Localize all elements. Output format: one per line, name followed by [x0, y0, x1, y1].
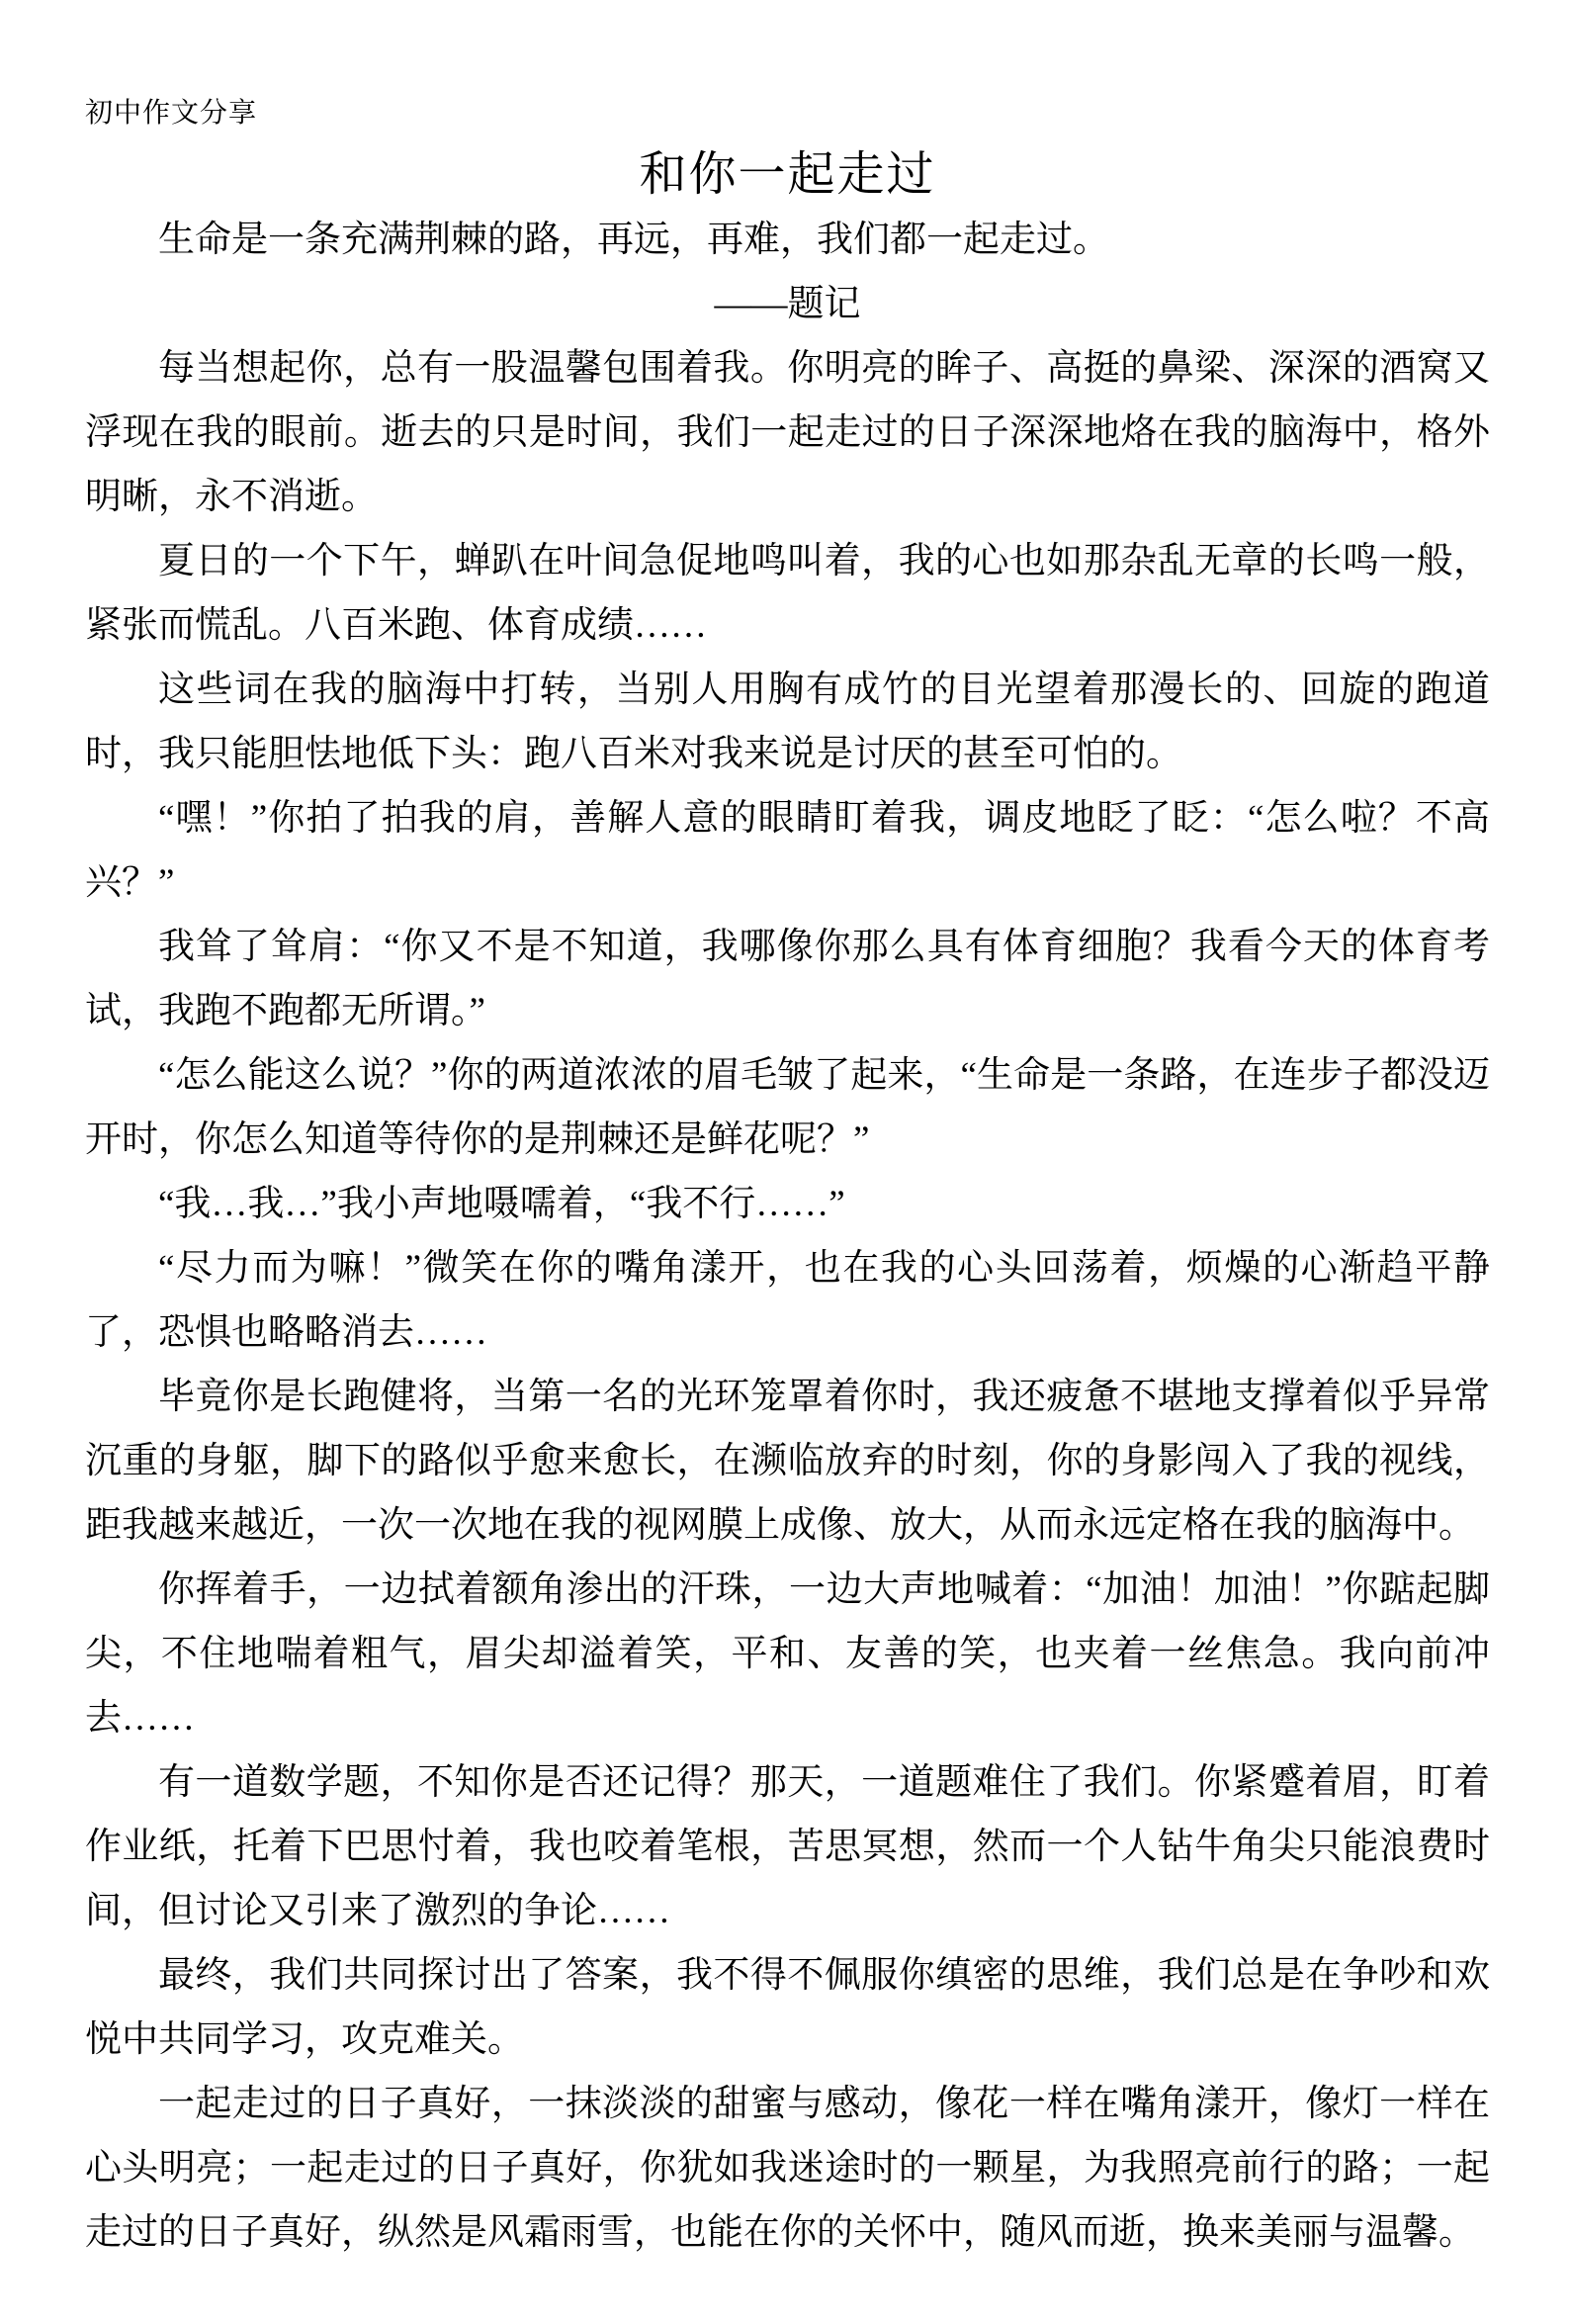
essay-title: 和你一起走过 [639, 148, 936, 201]
essay-body [85, 208, 1490, 2265]
essay-paragraph: “我…我…”我小声地嗫嚅着，“我不行……” [158, 1184, 845, 1224]
epigraph-attribution: ——题记 [714, 284, 861, 324]
essay-paragraph: 有一道数学题，不知你是否还记得？那天，一道题难住了我们。你紧蹙着眉，盯着作业纸，托着下巴思忖着，我也咬着笔根，苦思冥想，然而一个人钻牛角尖只能浪费时间，但讨论又引来了激烈的争论…… [85, 1762, 1490, 1931]
essay-paragraph: 毕竟你是长跑健将，当第一名的光环笼罩着你时，我还疲惫不堪地支撑着似乎异常沉重的身躯，脚下的路似乎愈来愈长，在濒临放弃的时刻，你的身影闯入了我的视线，距我越来越近，一次一次地在我的视网膜上成像、放大，从而永远定格在我的脑海中。 [85, 1377, 1490, 1546]
essay-paragraph: “怎么能这么说？”你的两道浓浓的眉毛皱了起来，“生命是一条路，在连步子都没迈开时，你怎么知道等待你的是荆棘还是鲜花呢？” [85, 1055, 1490, 1160]
essay-paragraph: 每当想起你，总有一股温馨包围着我。你明亮的眸子、高挺的鼻梁、深深的酒窝又浮现在我的眼前。逝去的只是时间，我们一起走过的日子深深地烙在我的脑海中，格外明晰，永不消逝。 [85, 348, 1490, 517]
essay-paragraph: 你挥着手，一边拭着额角渗出的汗珠，一边大声地喊着：“加油！加油！”你踮起脚尖，不住地喘着粗气，眉尖却溢着笑，平和、友善的笑，也夹着一丝焦急。我向前冲去…… [85, 1569, 1490, 1739]
essay-paragraph: “嘿！”你拍了拍我的肩，善解人意的眼睛盯着我，调皮地眨了眨：“怎么啦？不高兴？” [85, 798, 1490, 903]
essay-paragraph: 一起走过的日子真好，一抹淡淡的甜蜜与感动，像花一样在嘴角漾开，像灯一样在心头明亮；一起走过的日子真好，你犹如我迷途时的一颗星，为我照亮前行的路；一起走过的日子真好，纵然是风霜雨雪，也能在你的关怀中，随风而逝，换来美丽与温馨。 [85, 2084, 1490, 2253]
essay-paragraph: 这些词在我的脑海中打转，当别人用胸有成竹的目光望着那漫长的、回旋的跑道时，我只能胆怯地低下头：跑八百米对我来说是讨厌的甚至可怕的。 [85, 670, 1490, 774]
epigraph: 生命是一条充满荆棘的路，再远，再难，我们都一起走过。 [158, 220, 1109, 260]
page-header: 初中作文分享 [85, 98, 258, 129]
essay-paragraph: 最终，我们共同探讨出了答案，我不得不佩服你缜密的思维，我们总是在争吵和欢悦中共同学习，攻克难关。 [85, 1955, 1490, 2060]
essay-paragraph: 我耸了耸肩：“你又不是不知道，我哪像你那么具有体育细胞？我看今天的体育考试，我跑不跑都无所谓。” [85, 927, 1490, 1031]
essay-paragraph: “尽力而为嘛！”微笑在你的嘴角漾开，也在我的心头回荡着，烦燥的心渐趋平静了，恐惧也略略消去…… [85, 1248, 1490, 1353]
essay-paragraph: 夏日的一个下午，蝉趴在叶间急促地鸣叫着，我的心也如那杂乱无章的长鸣一般，紧张而慌乱。八百米跑、体育成绩…… [85, 541, 1490, 646]
